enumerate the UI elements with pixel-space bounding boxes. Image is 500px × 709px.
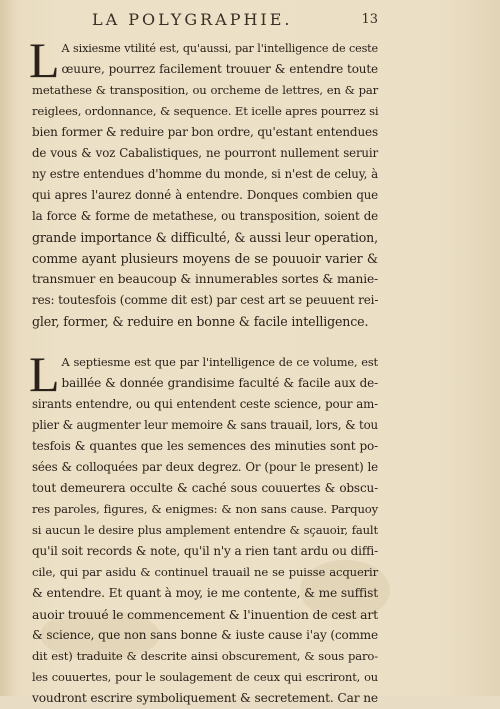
- text-line: dit est) traduite & descrite ainsi obscurement, & sous paro-: [32, 649, 378, 663]
- text-line: œuure, pourrez facilement trouuer & entendre toute: [61, 62, 378, 76]
- text-line: si aucun le desire plus amplement entendre & sçauoir, fault: [32, 523, 378, 537]
- text-line: A sixiesme vtilité est, qu'aussi, par l'intelligence de ceste: [61, 42, 378, 55]
- text-line: les couuertes, pour le soulagement de ceux qui escriront, ou: [32, 670, 378, 684]
- drop-cap: L: [29, 32, 60, 88]
- text-line: gler, former, & reduire en bonne & facile intelligence.: [32, 314, 369, 329]
- running-head: [0, 10, 500, 38]
- text-line: sées & colloquées par deux degrez. Or (pour le present) le: [32, 460, 378, 474]
- running-head-title: LA POLYGRAPHIE.: [92, 10, 293, 29]
- text-line: tesfois & quantes que les semences des minuties sont po-: [32, 439, 378, 453]
- text-line: qu'il soit records & note, qu'il n'y a rien tant ardu ou diffi-: [32, 544, 378, 558]
- text-line: res: toutesfois (comme dit est) par cest art se peuuent rei-: [32, 293, 379, 307]
- text-line: baillée & donnée grandisime faculté & facile aux de-: [61, 376, 378, 390]
- text-line: ny estre entendues d'homme du monde, si n'est de celuy, à: [32, 167, 378, 181]
- text-line: transmuer en beaucoup & innumerables sortes & manie-: [32, 272, 378, 286]
- text-line: & science, que non sans bonne & iuste cause i'ay (comme: [32, 628, 378, 642]
- text-line: bien former & reduire par bon ordre, qu'estant entendues: [32, 125, 378, 139]
- text-line: metathese & transposition, ou orcheme de lettres, en & par: [32, 83, 378, 97]
- text-line: tout demeurera occulte & caché sous couuertes & obscu-: [32, 481, 378, 495]
- text-line: & entendre. Et quant à moy, ie me contente, & me suffist: [32, 586, 378, 600]
- text-line: la force & forme de metathese, ou transposition, soient de: [32, 209, 378, 223]
- body-text: [29, 32, 379, 709]
- text-line: qui apres l'aurez donné à entendre. Donques combien que: [32, 188, 378, 202]
- paragraph-2: [29, 346, 379, 709]
- text-line: res paroles, figures, & enigmes: & non sans cause. Parquoy: [32, 502, 378, 516]
- text-line: de vous & voz Cabalistiques, ne pourront nullement seruir: [32, 146, 378, 160]
- text-line: reiglees, ordonnance, & sequence. Et icelle apres pourrez si: [32, 104, 379, 118]
- text-line: grande importance & difficulté, & aussi leur operation,: [32, 230, 378, 245]
- text-line: voudront escrire symboliquement & secretement. Car ne: [32, 691, 378, 705]
- paragraph-1: [29, 32, 379, 332]
- text-line: cile, qui par asidu & continuel trauail ne se puisse acquerir: [32, 565, 378, 579]
- text-line: auoir trouué le commencement & l'inuention de cest art: [32, 607, 378, 622]
- text-line: A septiesme est que par l'intelligence de ce volume, est: [61, 355, 378, 369]
- drop-cap: L: [29, 346, 60, 402]
- page-number: 13: [361, 12, 378, 27]
- text-line: plier & augmenter leur memoire & sans trauail, lors, & tou: [32, 418, 379, 432]
- text-line: comme ayant plusieurs moyens de se pouuoir varier &: [32, 251, 378, 266]
- text-line: sirants entendre, ou qui entendent ceste science, pour am-: [32, 397, 378, 411]
